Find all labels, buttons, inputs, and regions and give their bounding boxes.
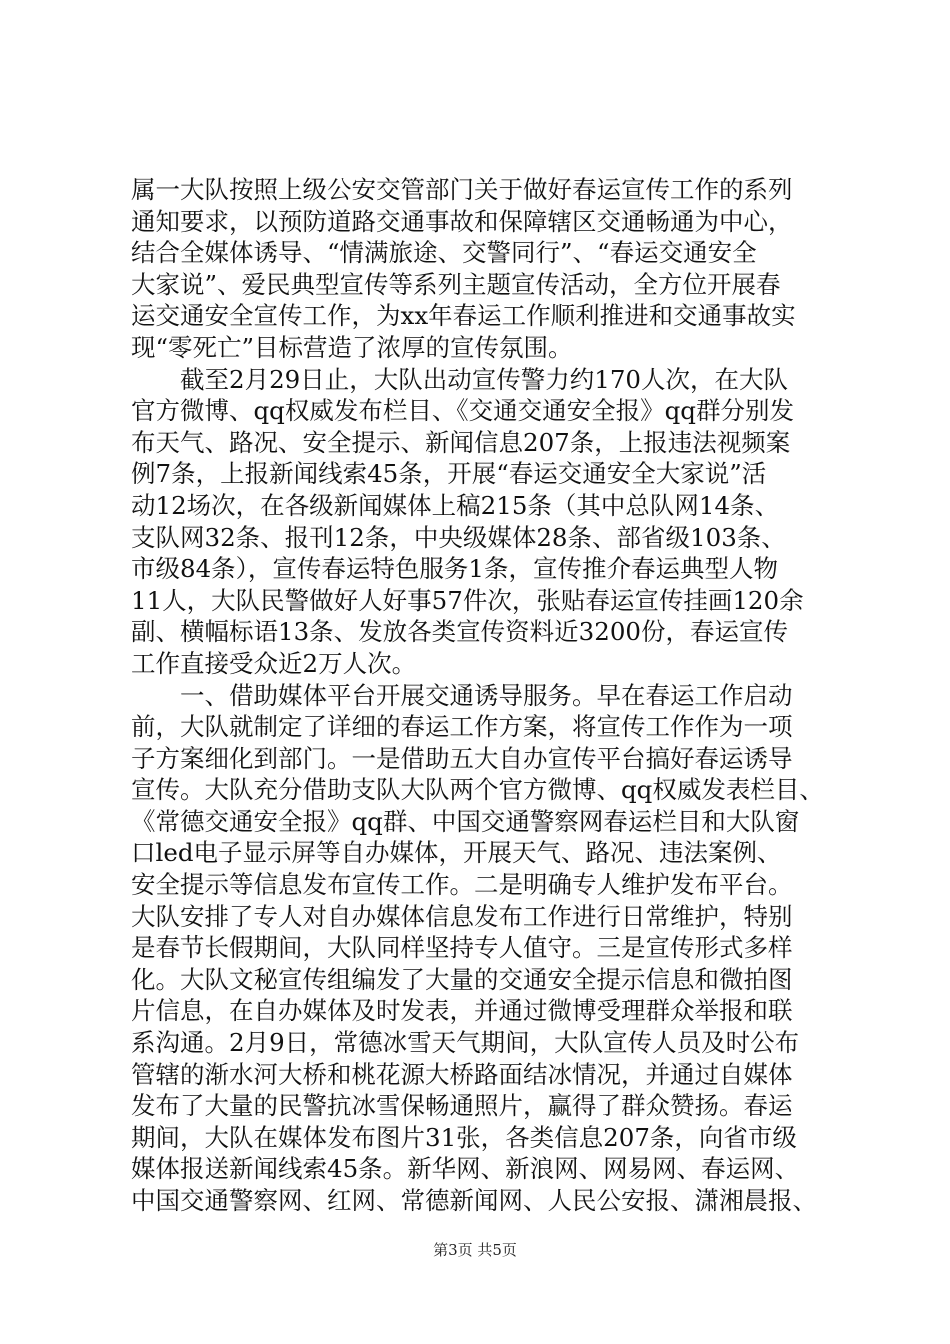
text-line: 中国交通警察网、红网、常德新闻网、人民公安报、潇湘晨报、: [131, 1186, 817, 1215]
text-line: 片信息，在自办媒体及时发表，并通过微博受理群众举报和联: [131, 996, 793, 1026]
text-line: 例7条，上报新闻线索45条，开展“春运交通安全大家说”活: [131, 459, 767, 489]
text-line: 运交通安全宣传工作，为xx年春运工作顺利推进和交通事故实: [131, 301, 796, 331]
text-line: 媒体报送新闻线索45条。新华网、新浪网、网易网、春运网、: [131, 1154, 800, 1184]
text-line: 市级84条），宣传春运特色服务1条，宣传推介春运典型人物: [131, 554, 779, 584]
text-line: 属一大队按照上级公安交管部门关于做好春运宣传工作的系列: [131, 175, 793, 204]
text-line: 11人，大队民警做好人好事57件次，张贴春运宣传挂画120余: [131, 585, 804, 615]
text-line: 安全提示等信息发布宣传工作。二是明确专人维护发布平台。: [131, 870, 793, 900]
text-line: 副、横幅标语13条、发放各类宣传资料近3200份，春运宣传: [131, 617, 789, 647]
text-line: 大队安排了专人对自办媒体信息发布工作进行日常维护，特别: [131, 901, 793, 931]
text-line: 期间，大队在媒体发布图片31张，各类信息207条，向省市级: [131, 1122, 797, 1152]
text-line: 工作直接受众近2万人次。: [131, 648, 417, 678]
text-line: 宣传。大队充分借助支队大队两个官方微博、qq权威发表栏目、: [131, 775, 824, 805]
text-line: 一、借助媒体平台开展交通诱导服务。早在春运工作启动: [131, 680, 793, 710]
page-footer: [0, 1240, 950, 1260]
text-line: 布天气、路况、安全提示、新闻信息207条，上报违法视频案: [131, 427, 791, 457]
text-line: 子方案细化到部门。一是借助五大自办宣传平台搞好春运诱导: [131, 743, 793, 773]
text-line: 发布了大量的民警抗冰雪保畅通照片，赢得了群众赞扬。春运: [131, 1091, 793, 1121]
text-line: 官方微博、qq权威发布栏目、《交通交通安全报》qq群分别发: [131, 396, 794, 426]
text-line: 系沟通。2月9日，常德冰雪天气期间，大队宣传人员及时公布: [131, 1028, 800, 1058]
text-line: 动12场次，在各级新闻媒体上稿215条（其中总队网14条、: [131, 490, 780, 520]
text-line: 是春节长假期间，大队同样坚持专人值守。三是宣传形式多样: [131, 933, 793, 963]
text-line: 截至2月29日止，大队出动宣传警力约170人次，在大队: [131, 364, 789, 394]
text-line: 结合全媒体诱导、“情满旅途、交警同行”、“春运交通安全: [131, 238, 757, 268]
text-line: 化。大队文秘宣传组编发了大量的交通安全提示信息和微拍图: [131, 964, 793, 994]
text-line: 通知要求，以预防道路交通事故和保障辖区交通畅通为中心，: [131, 206, 793, 236]
text-line: 口led电子显示屏等自办媒体，开展天气、路况、违法案例、: [131, 838, 782, 868]
text-line: 管辖的渐水河大桥和桃花源大桥路面结冰情况，并通过自媒体: [131, 1059, 793, 1089]
text-line: 支队网32条、报刊12条，中央级媒体28条、部省级103条、: [131, 522, 786, 552]
text-line: 前，大队就制定了详细的春运工作方案，将宣传工作作为一项: [131, 712, 793, 742]
text-line: 大家说”、爱民典型宣传等系列主题宣传活动，全方位开展春: [131, 269, 781, 299]
text-line: 现“零死亡”目标营造了浓厚的宣传氛围。: [131, 332, 573, 362]
page-number: 第3页 共5页: [433, 1241, 517, 1259]
body-text: [131, 174, 843, 1217]
text-line: 《常德交通安全报》qq群、中国交通警察网春运栏目和大队窗: [131, 806, 800, 836]
